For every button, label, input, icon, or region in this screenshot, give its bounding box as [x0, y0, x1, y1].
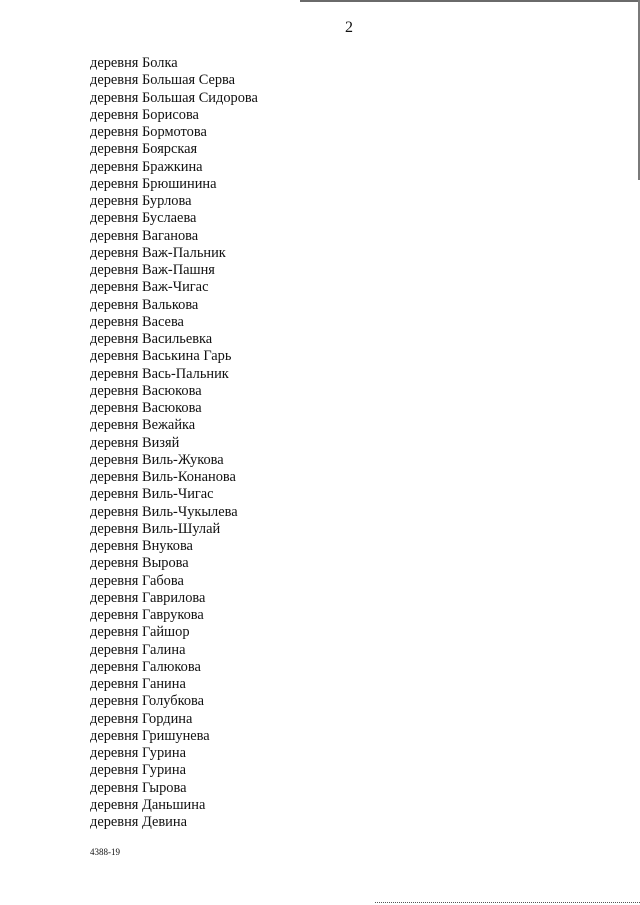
list-item: деревня Виль-Конанова	[90, 469, 236, 485]
list-item: деревня Внукова	[90, 538, 193, 554]
list-item: деревня Гаврукова	[90, 607, 204, 623]
document-code: 4388-19	[90, 847, 120, 857]
list-item: деревня Гурина	[90, 762, 186, 779]
list-item: деревня Большая Серва	[90, 72, 236, 89]
list-item: деревня Васильевка	[90, 331, 213, 347]
list-item: деревня Ваганова	[90, 227, 199, 244]
list-item: деревня Васева	[90, 313, 184, 330]
list-item: деревня Важ-Пашня	[90, 262, 215, 278]
list-item: деревня Васькина Гарь	[90, 348, 232, 365]
list-item: деревня Гурина	[90, 745, 186, 761]
list-item: деревня Вась-Пальник	[90, 365, 229, 382]
list-item: деревня Галина	[90, 641, 186, 658]
list-item: деревня Вырова	[90, 555, 189, 572]
list-item: деревня Васюкова	[90, 382, 202, 399]
list-item: деревня Буслаева	[90, 210, 197, 227]
list-item: деревня Большая Сидорова	[90, 89, 258, 106]
scan-edge-bottom	[375, 902, 640, 904]
list-item: деревня Виль-Чукылева	[90, 503, 238, 520]
list-item: деревня Боярская	[90, 141, 198, 158]
list-item: деревня Даньшина	[90, 796, 206, 813]
list-item: деревня Ганина	[90, 676, 186, 692]
list-item: деревня Галюкова	[90, 658, 201, 675]
list-item: деревня Девина	[90, 814, 187, 830]
list-item: деревня Гришунева	[90, 727, 210, 744]
village-list	[90, 55, 258, 831]
list-item: деревня Важ-Чигас	[90, 279, 209, 296]
list-item: деревня Габова	[90, 572, 184, 589]
list-item: деревня Бормотова	[90, 124, 207, 140]
list-item: деревня Важ-Пальник	[90, 244, 226, 261]
list-item: деревня Визяй	[90, 434, 180, 451]
list-item: деревня Брюшинина	[90, 175, 217, 192]
list-item: деревня Вежайка	[90, 417, 196, 434]
list-item: деревня Гырова	[90, 779, 187, 796]
list-item: деревня Гаврилова	[90, 589, 206, 606]
list-item: деревня Гордина	[90, 710, 193, 727]
list-item: деревня Гайшор	[90, 624, 190, 641]
list-item: деревня Борисова	[90, 106, 199, 123]
list-item: деревня Валькова	[90, 296, 199, 313]
page-number: 2	[345, 19, 353, 36]
list-item: деревня Васюкова	[90, 400, 202, 416]
list-item: деревня Виль-Чигас	[90, 486, 214, 503]
list-item: деревня Бражкина	[90, 158, 203, 175]
list-item: деревня Виль-Жукова	[90, 451, 224, 468]
list-item: деревня Голубкова	[90, 693, 205, 710]
list-item: деревня Виль-Шулай	[90, 520, 221, 537]
scan-edge-top	[300, 0, 640, 2]
list-item: деревня Бурлова	[90, 193, 192, 209]
list-item: деревня Болка	[90, 55, 178, 71]
